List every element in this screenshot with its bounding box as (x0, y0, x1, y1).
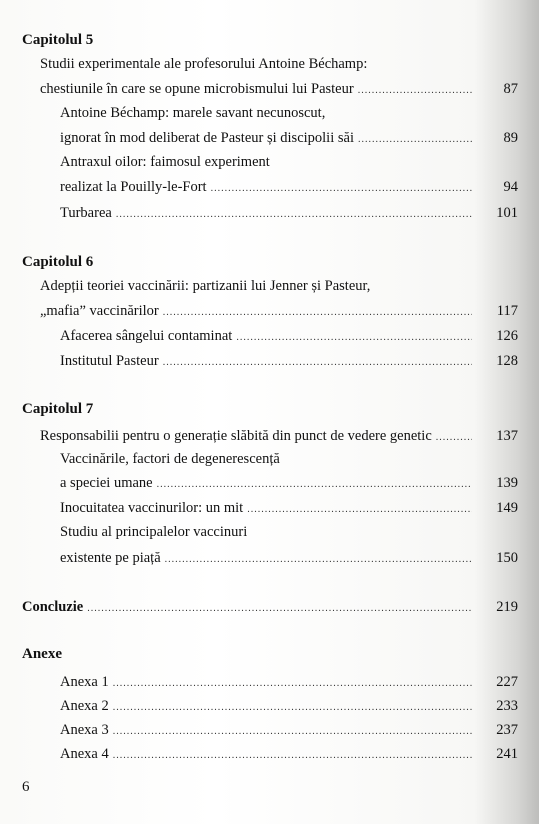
toc-entry-line (60, 129, 476, 149)
toc-entry-text: Anexa 3 (60, 722, 109, 738)
toc-page-number: 101 (496, 205, 518, 221)
toc-entry-text: realizat la Pouilly-le-Fort (60, 179, 207, 195)
toc-entry-text: Afacerea sângelui contaminat (60, 328, 233, 344)
leader-dots (113, 723, 472, 741)
toc-entry-text: chestiunile în care se opune microbismului lui Pasteur (40, 81, 354, 97)
toc-page-number: 117 (496, 303, 518, 319)
toc-page-number: 219 (496, 599, 518, 615)
leader-dots (113, 675, 472, 693)
leader-dots (157, 476, 472, 494)
leader-dots (163, 354, 472, 372)
toc-entry-line (40, 427, 476, 447)
leader-dots (163, 304, 472, 322)
annexes-heading: Anexe (22, 646, 62, 662)
chapter-7-heading: Capitolul 7 (22, 401, 94, 417)
leader-dots (87, 600, 472, 618)
toc-entry-line: Studii experimentale ale profesorului Antoine Béchamp: (40, 56, 368, 72)
toc-entry-text: „mafia” vaccinărilor (40, 303, 159, 319)
leader-dots (211, 180, 472, 198)
toc-entry-text: Anexa 2 (60, 698, 109, 714)
toc-entry-line (60, 673, 476, 693)
toc-entry-line (60, 721, 476, 741)
leader-dots (116, 206, 472, 224)
toc-entry-text: Responsabilii pentru o generație slăbită din punct de vedere genetic (40, 428, 432, 444)
chapter-6-heading: Capitolul 6 (22, 254, 94, 270)
toc-entry-line (22, 598, 476, 618)
leader-dots (436, 429, 472, 447)
leader-dots (236, 329, 472, 347)
toc-entry-text: ignorat în mod deliberat de Pasteur și discipolii săi (60, 130, 354, 146)
leader-dots (247, 501, 472, 519)
toc-entry-line: Adepții teoriei vaccinării: partizanii lui Jenner și Pasteur, (40, 278, 371, 294)
toc-entry-text: Institutul Pasteur (60, 353, 159, 369)
toc-page-number: 233 (496, 698, 518, 714)
toc-page-number: 237 (496, 722, 518, 738)
toc-entry-text: existente pe piață (60, 550, 161, 566)
toc-entry-line (60, 352, 476, 372)
toc-page-number: 139 (496, 475, 518, 491)
toc-entry-line (60, 474, 476, 494)
toc-entry-text: Inocuitatea vaccinurilor: un mit (60, 500, 244, 516)
toc-page-number: 126 (496, 328, 518, 344)
conclusion-title: Concluzie (22, 599, 84, 615)
toc-entry-line: Vaccinările, factori de degenerescență (60, 451, 280, 467)
leader-dots (113, 699, 472, 717)
toc-page-number: 128 (496, 353, 518, 369)
chapter-5-heading: Capitolul 5 (22, 32, 94, 48)
leader-dots (113, 747, 472, 765)
toc-entry-line (60, 178, 476, 198)
toc-entry-line (60, 499, 476, 519)
toc-entry-line (60, 549, 476, 569)
toc-entry-text: a speciei umane (60, 475, 153, 491)
toc-entry-text: Anexa 4 (60, 746, 109, 762)
toc-entry-line (60, 697, 476, 717)
toc-entry-line: Studiu al principalelor vaccinuri (60, 524, 248, 540)
toc-page-number: 227 (496, 674, 518, 690)
toc-page-number: 87 (503, 81, 518, 97)
toc-entry-line: Antoine Béchamp: marele savant necunoscut, (60, 105, 326, 121)
toc-entry-line (40, 302, 476, 322)
toc-page-number: 89 (503, 130, 518, 146)
page-number: 6 (22, 779, 30, 795)
toc-entry-line (40, 80, 476, 100)
leader-dots (358, 82, 472, 100)
leader-dots (358, 131, 472, 149)
toc-entry-line (60, 204, 476, 224)
toc-entry-text: Anexa 1 (60, 674, 109, 690)
leader-dots (165, 551, 472, 569)
toc-entry-line (60, 327, 476, 347)
toc-page-number: 137 (496, 428, 518, 444)
toc-page-number: 241 (496, 746, 518, 762)
toc-page-number: 149 (496, 500, 518, 516)
toc-entry-text: Turbarea (60, 205, 112, 221)
toc-entry-line: Antraxul oilor: faimosul experiment (60, 154, 270, 170)
toc-page-number: 94 (503, 179, 518, 195)
toc-entry-line (60, 745, 476, 765)
toc-page-number: 150 (496, 550, 518, 566)
